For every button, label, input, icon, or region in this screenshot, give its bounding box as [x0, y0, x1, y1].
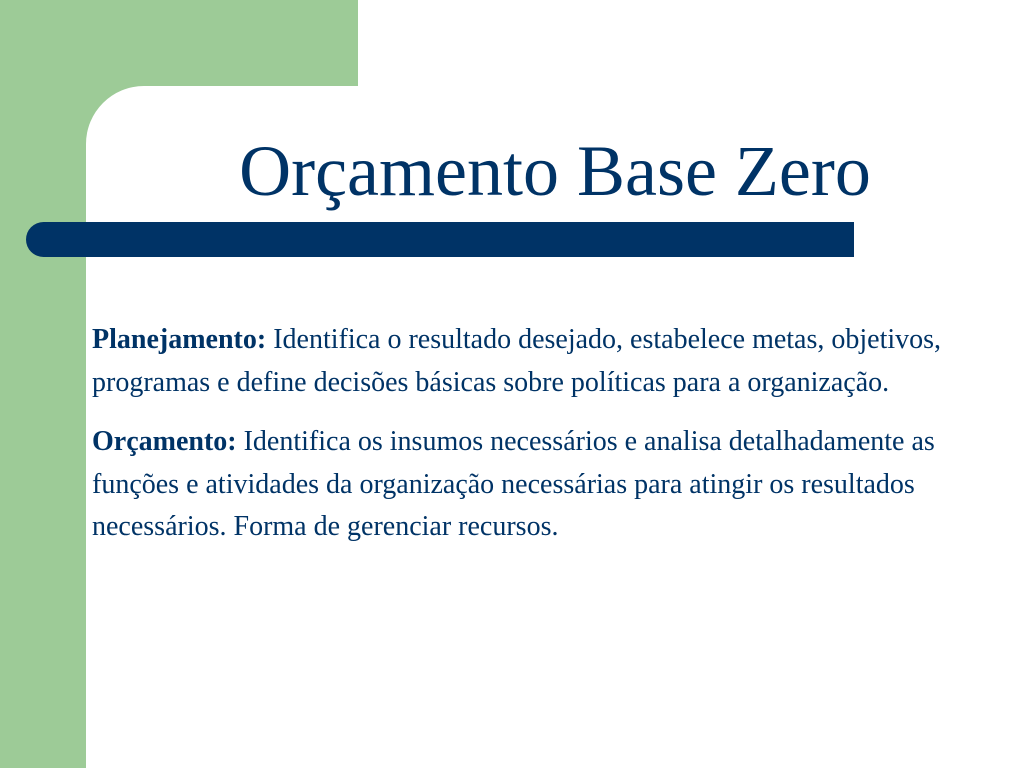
paragraph-orcamento — [92, 421, 962, 549]
paragraph-planejamento — [92, 319, 962, 404]
title-underline-bar — [26, 222, 854, 257]
slide-title: Orçamento Base Zero — [239, 131, 871, 211]
slide-body — [92, 319, 962, 566]
text-planejamento: Identifica o resultado desejado, estabelece metas, objetivos, programas e define decisões básicas sobre políticas para a organização. — [92, 324, 942, 398]
term-orcamento: Orçamento: — [92, 426, 237, 457]
text-orcamento: Identifica os insumos necessários e analisa detalhadamente as funções e atividades da organização necessárias para atingir os resultados necessários. Forma de gerenciar recursos. — [92, 426, 935, 542]
term-planejamento: Planejamento: — [92, 324, 267, 355]
